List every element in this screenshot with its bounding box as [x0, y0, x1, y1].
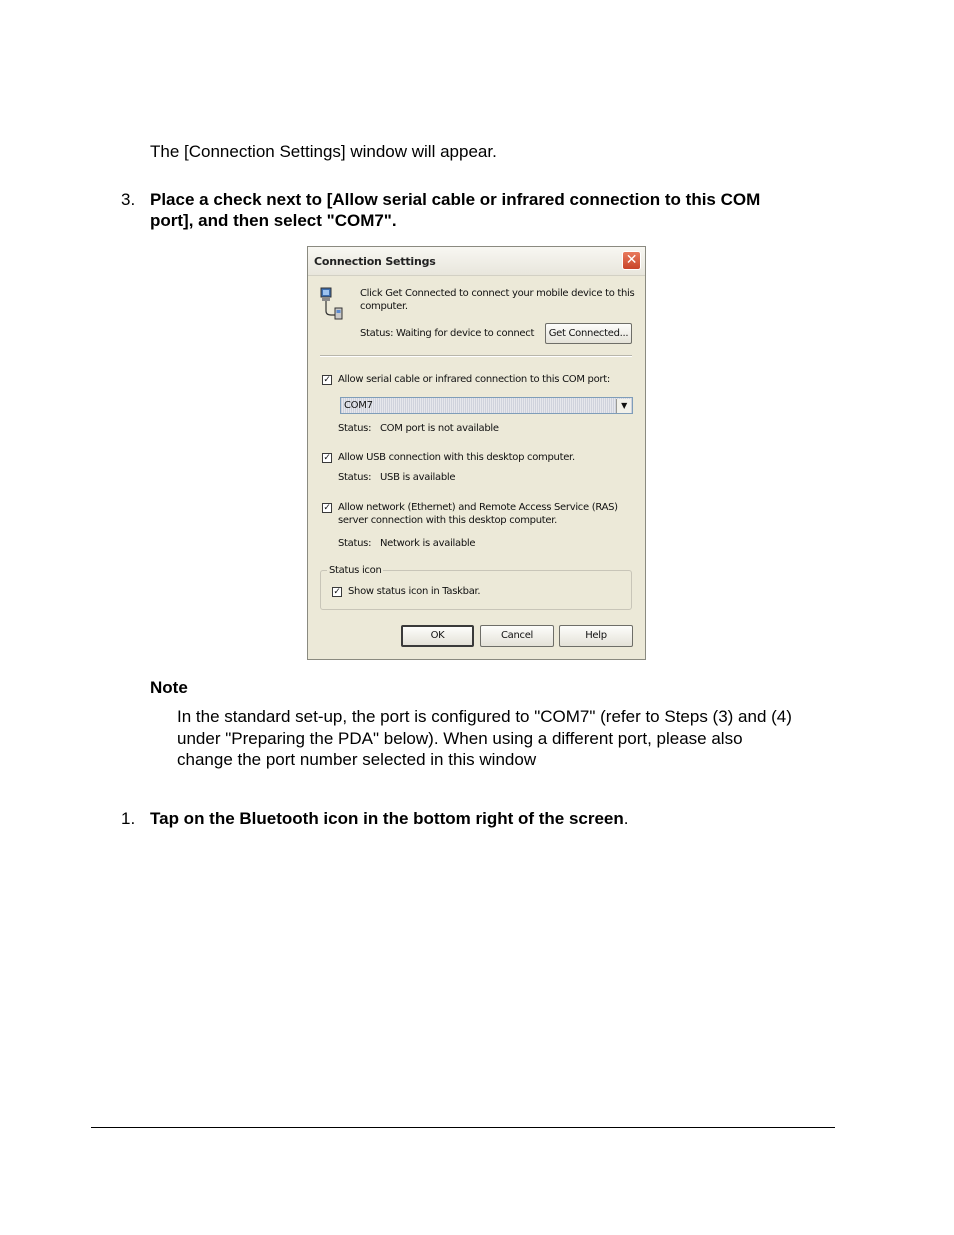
- divider: [320, 355, 632, 357]
- dialog-titlebar: [308, 247, 645, 276]
- com-port-value: COM7: [344, 400, 373, 411]
- get-connected-description-line1: Click Get Connected to connect your mobile device to this: [360, 288, 635, 299]
- note-heading: Note: [150, 678, 188, 697]
- taskbar-icon-checkbox[interactable]: ✓: [333, 587, 341, 597]
- network-checkbox-label-line2: server connection with this desktop computer.: [338, 515, 557, 526]
- network-checkbox-label-line1: Allow network (Ethernet) and Remote Access Service (RAS): [338, 502, 618, 513]
- note-line1: In the standard set-up, the port is configured to "COM7" (refer to Steps (3) and (4): [177, 707, 792, 726]
- step3-number: 3.: [121, 190, 136, 209]
- intro-text: The [Connection Settings] window will appear.: [150, 142, 497, 161]
- step1-instruction-text: Tap on the Bluetooth icon in the bottom right of the screen: [150, 809, 624, 828]
- cancel-button[interactable]: Cancel: [480, 625, 554, 647]
- step3-instruction-line1: Place a check next to [Allow serial cable or infrared connection to this COM: [150, 190, 761, 209]
- usb-status-value: USB is available: [380, 472, 456, 483]
- network-status-value: Network is available: [380, 538, 476, 549]
- usb-checkbox[interactable]: ✓: [323, 453, 331, 463]
- serial-checkbox[interactable]: ✓: [323, 375, 331, 385]
- step1-instruction: [150, 808, 629, 829]
- network-checkbox[interactable]: ✓: [323, 503, 331, 513]
- step1-period: .: [623, 809, 629, 828]
- get-connected-description-line2: computer.: [360, 301, 408, 312]
- waiting-status: Status: Waiting for device to connect: [360, 328, 535, 339]
- note-line2: under "Preparing the PDA" below). When using a different port, please also: [177, 729, 743, 748]
- dialog-title: Connection Settings: [314, 255, 436, 268]
- usb-checkbox-label: Allow USB connection with this desktop computer.: [338, 452, 575, 463]
- chevron-down-icon[interactable]: ▼: [616, 399, 631, 413]
- device-connection-icon: [320, 287, 344, 321]
- connection-settings-dialog: [307, 246, 646, 660]
- get-connected-button[interactable]: Get Connected...: [545, 323, 632, 344]
- footer-rule: [91, 1127, 835, 1128]
- serial-checkbox-label: Allow serial cable or infrared connection to this COM port:: [338, 374, 610, 385]
- taskbar-icon-checkbox-label: Show status icon in Taskbar.: [348, 586, 481, 597]
- help-button[interactable]: Help: [559, 625, 633, 647]
- com-port-select[interactable]: [340, 397, 633, 414]
- step1-number: 1.: [121, 809, 136, 828]
- step3-instruction-line2: port], and then select "COM7".: [150, 211, 397, 230]
- network-status-label: Status:: [338, 538, 372, 549]
- close-icon[interactable]: ✕: [622, 251, 641, 270]
- ok-button[interactable]: OK: [401, 625, 474, 647]
- note-line3: change the port number selected in this window: [177, 750, 537, 769]
- usb-status-label: Status:: [338, 472, 372, 483]
- com-status-label: Status:: [338, 423, 372, 434]
- com-status-value: COM port is not available: [380, 423, 499, 434]
- status-icon-group-label: Status icon: [329, 565, 382, 576]
